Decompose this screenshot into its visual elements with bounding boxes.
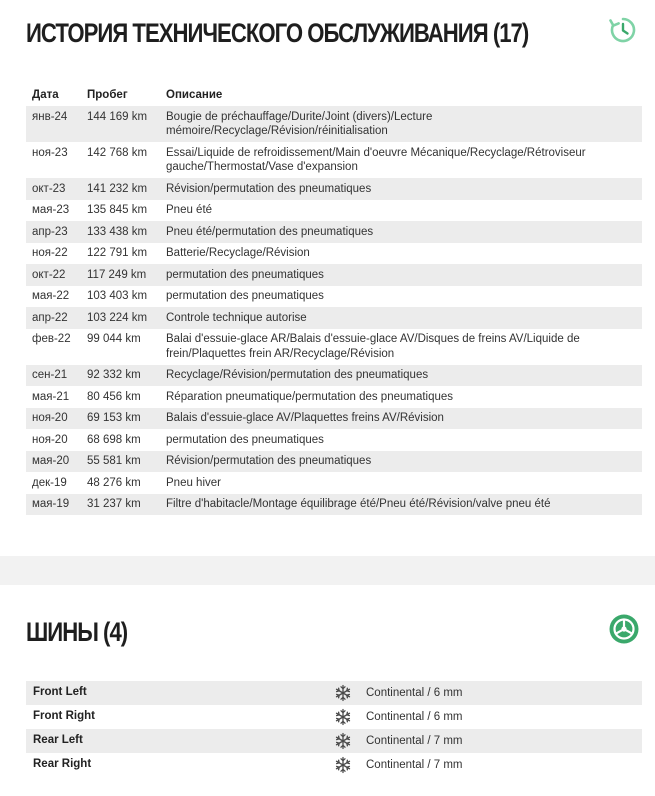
row-mileage: 135 845 km — [81, 200, 160, 222]
table-row — [26, 408, 642, 430]
row-mileage: 55 581 km — [81, 451, 160, 473]
row-description: Pneu été — [160, 200, 642, 222]
maintenance-history-title: ИСТОРИЯ ТЕХНИЧЕСКОГО ОБСЛУЖИВАНИЯ (17) — [26, 18, 529, 48]
row-mileage: 48 276 km — [81, 472, 160, 494]
row-description: Révision/permutation des pneumatiques — [160, 178, 642, 200]
row-mileage: 103 224 km — [81, 307, 160, 329]
row-date: окт-23 — [26, 178, 81, 200]
snowflake-icon — [334, 684, 352, 702]
tire-position: Rear Right — [33, 758, 92, 770]
row-description: Réparation pneumatique/permutation des pneumatiques — [160, 386, 642, 408]
row-mileage: 122 791 km — [81, 243, 160, 265]
table-row — [26, 221, 642, 243]
steering-wheel-icon — [608, 613, 640, 645]
tires-list — [26, 681, 642, 777]
row-date: ноя-20 — [26, 408, 81, 430]
row-date: мая-22 — [26, 286, 81, 308]
row-date: мая-21 — [26, 386, 81, 408]
row-mileage: 69 153 km — [81, 408, 160, 430]
table-row — [26, 451, 642, 473]
row-date: ноя-23 — [26, 142, 81, 178]
row-description: Batterie/Recyclage/Révision — [160, 243, 642, 265]
row-mileage: 133 438 km — [81, 221, 160, 243]
table-row — [26, 472, 642, 494]
row-date: апр-22 — [26, 307, 81, 329]
row-description: Recyclage/Révision/permutation des pneumatiques — [160, 365, 642, 387]
tire-row — [26, 729, 642, 753]
row-date: апр-23 — [26, 221, 81, 243]
row-description: permutation des pneumatiques — [160, 429, 642, 451]
tires-title: ШИНЫ (4) — [26, 617, 128, 647]
row-description: Balais d'essuie-glace AV/Plaquettes freins AV/Révision — [160, 408, 642, 430]
tire-row — [26, 705, 642, 729]
snowflake-icon — [334, 708, 352, 726]
section-separator — [0, 556, 655, 585]
table-row — [26, 142, 642, 178]
column-header-description: Описание — [166, 88, 223, 101]
table-row — [26, 429, 642, 451]
row-date: дек-19 — [26, 472, 81, 494]
table-header-row — [26, 84, 642, 106]
row-description: permutation des pneumatiques — [160, 264, 642, 286]
row-description: Révision/permutation des pneumatiques — [160, 451, 642, 473]
table-row — [26, 494, 642, 516]
row-description: Pneu été/permutation des pneumatiques — [160, 221, 642, 243]
row-date: ноя-20 — [26, 429, 81, 451]
row-description: permutation des pneumatiques — [160, 286, 642, 308]
snowflake-icon — [334, 732, 352, 750]
tire-position: Front Right — [33, 710, 95, 722]
row-mileage: 117 249 km — [81, 264, 160, 286]
row-description: Controle technique autorise — [160, 307, 642, 329]
row-date: янв-24 — [26, 106, 81, 142]
table-row — [26, 243, 642, 265]
row-date: мая-23 — [26, 200, 81, 222]
row-mileage: 142 768 km — [81, 142, 160, 178]
table-row — [26, 286, 642, 308]
row-mileage: 141 232 km — [81, 178, 160, 200]
tire-row — [26, 753, 642, 777]
row-mileage: 92 332 km — [81, 365, 160, 387]
tire-brand-depth: Continental / 6 mm — [366, 711, 463, 723]
history-clock-icon — [607, 14, 639, 46]
row-date: сен-21 — [26, 365, 81, 387]
tire-brand-depth: Continental / 7 mm — [366, 735, 463, 747]
tire-brand-depth: Continental / 7 mm — [366, 759, 463, 771]
tire-brand-depth: Continental / 6 mm — [366, 687, 463, 699]
column-header-mileage: Пробег — [87, 88, 128, 101]
tire-row — [26, 681, 642, 705]
row-date: мая-20 — [26, 451, 81, 473]
tire-position: Rear Left — [33, 734, 83, 746]
table-row — [26, 365, 642, 387]
row-description: Filtre d'habitacle/Montage équilibrage été/Pneu été/Révision/valve pneu été — [160, 494, 642, 516]
row-mileage: 144 169 km — [81, 106, 160, 142]
row-date: мая-19 — [26, 494, 81, 516]
row-mileage: 68 698 km — [81, 429, 160, 451]
row-date: окт-22 — [26, 264, 81, 286]
row-description: Essai/Liquide de refroidissement/Main d'oeuvre Mécanique/Recyclage/Rétroviseur gauche/Thermostat/Vase d'expansion — [160, 142, 642, 178]
snowflake-icon — [334, 756, 352, 774]
row-date: фев-22 — [26, 329, 81, 365]
row-mileage: 80 456 km — [81, 386, 160, 408]
table-row — [26, 178, 642, 200]
table-row — [26, 106, 642, 142]
tire-position: Front Left — [33, 686, 87, 698]
row-mileage: 99 044 km — [81, 329, 160, 365]
row-description: Balai d'essuie-glace AR/Balais d'essuie-glace AV/Disques de freins AV/Liquide de frein/Plaquettes frein AR/Recyclage/Révision — [160, 329, 642, 365]
table-row — [26, 329, 642, 365]
row-description: Pneu hiver — [160, 472, 642, 494]
maintenance-history-table — [26, 84, 642, 515]
row-date: ноя-22 — [26, 243, 81, 265]
row-mileage: 31 237 km — [81, 494, 160, 516]
table-row — [26, 386, 642, 408]
table-row — [26, 307, 642, 329]
row-mileage: 103 403 km — [81, 286, 160, 308]
table-row — [26, 200, 642, 222]
column-header-date: Дата — [32, 88, 59, 101]
table-row — [26, 264, 642, 286]
row-description: Bougie de préchauffage/Durite/Joint (divers)/Lecture mémoire/Recyclage/Révision/réinitialisation — [160, 106, 642, 142]
